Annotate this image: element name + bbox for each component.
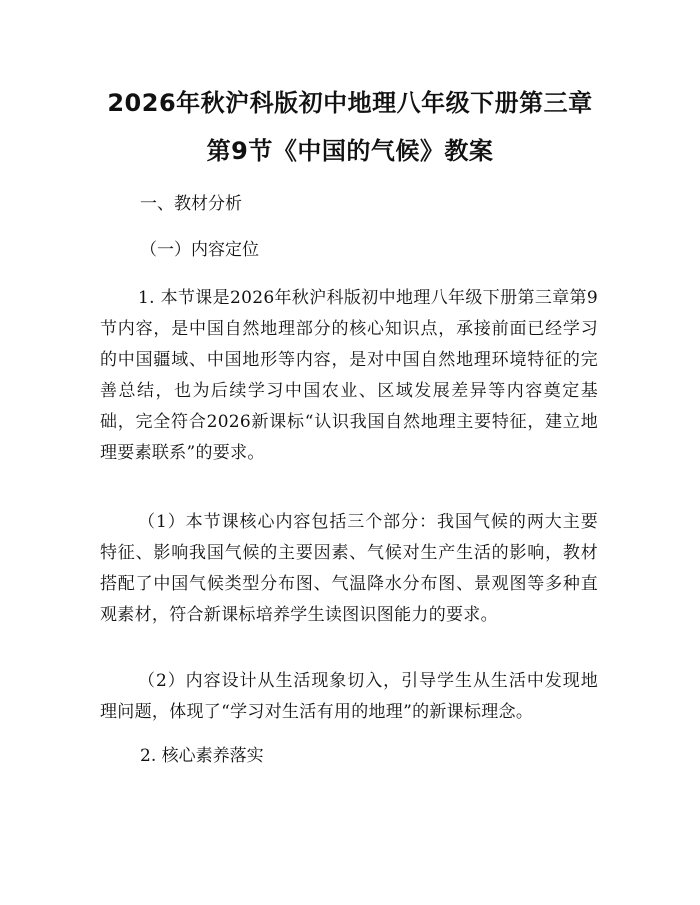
- section-heading-textbook-analysis: 一、教材分析: [140, 194, 242, 214]
- item-heading-core-literacy: 2. 核心素养落实: [140, 746, 264, 766]
- document-title-line2: 第9节《中国的气候》教案: [206, 137, 494, 165]
- paragraph-lesson-overview: 1. 本节课是2026年秋沪科版初中地理八年级下册第三章第9节内容，是中国自然地理部分的核心知识点，承接前面已经学习的中国疆域、中国地形等内容，是对中国自然地理环境特征的完善总结，也为后续学习中国农业、区域发展差异等内容奠定基础，完全符合2026新课标“认识我国自然地理主要特征，建立地理要素联系”的要求。: [100, 288, 598, 463]
- paragraph-content-design: （2）内容设计从生活现象切入，引导学生从生活中发现地理问题，体现了“学习对生活有用的地理”的新课标理念。: [100, 671, 598, 722]
- document-title-line1: 2026年秋沪科版初中地理八年级下册第三章: [107, 89, 593, 117]
- paragraph-core-content: （1）本节课核心内容包括三个部分：我国气候的两大主要特征、影响我国气候的主要因素、气候对生产生活的影响，教材搭配了中国气候类型分布图、气温降水分布图、景观图等多种直观素材，符合新课标培养学生读图识图能力的要求。: [100, 512, 598, 625]
- subsection-heading-content-positioning: （一）内容定位: [140, 240, 259, 260]
